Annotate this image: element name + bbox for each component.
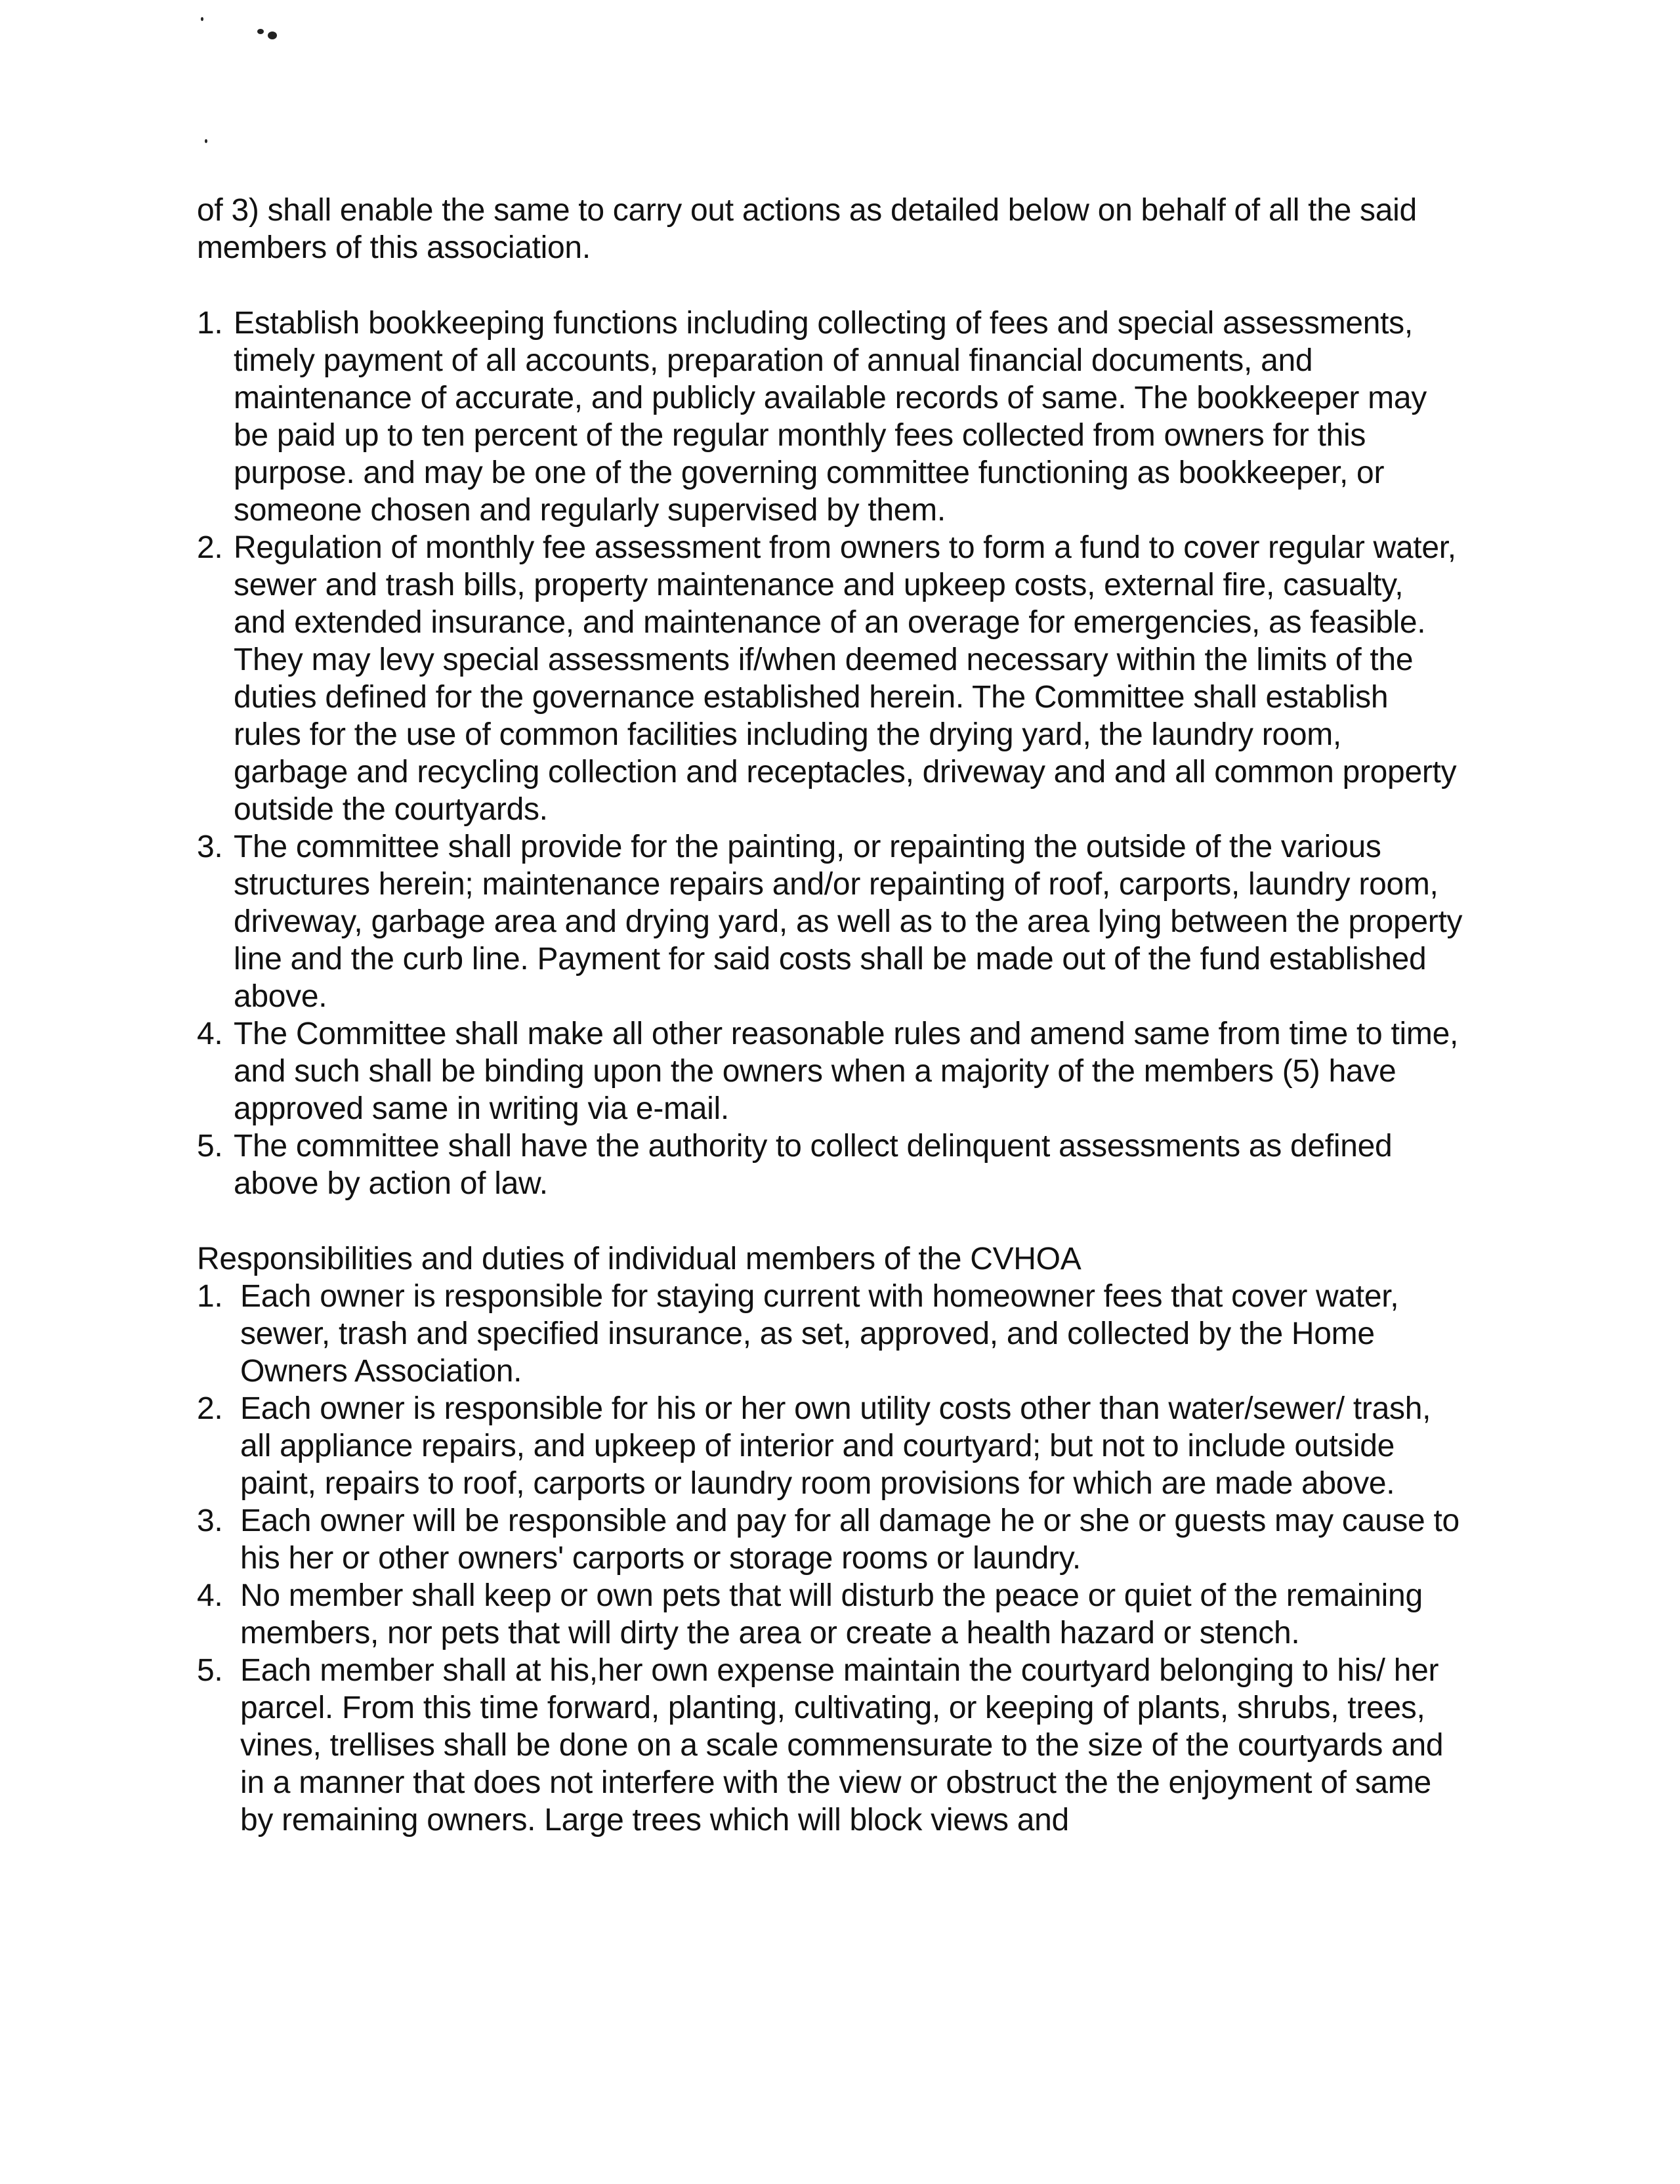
section-heading: Responsibilities and duties of individual members of the CVHOA [197,1242,1082,1276]
list-item-number: 4. [197,1017,223,1051]
intro-paragraph: of 3) shall enable the same to carry out actions as detailed below on behalf of all the said members of this association. [197,193,1417,265]
list-item [197,304,1463,529]
list-item-number: 3. [197,830,223,864]
list-item-text: No member shall keep or own pets that will disturb the peace or quiet of the remaining members, nor pets that will dirty the area or create a health hazard or stench. [240,1578,1423,1650]
list-item-text: The committee shall provide for the painting, or repainting the outside of the various structures herein; maintenance repairs and/or repainting of roof, carports, laundry room, driveway, garbage area and drying yard, as well as to the area lying between the property line and the curb line. Payment for said costs shall be made out of the fund established above. [234,830,1463,1014]
list-item [197,529,1463,828]
list-item [197,1652,1463,1839]
list-item-text: Each owner will be responsible and pay for all damage he or she or guests may cause to his her or other owners' carports or storage rooms or laundry. [240,1503,1460,1576]
list-item-number: 4. [197,1578,223,1613]
list-item-number: 5. [197,1129,223,1164]
list-item [197,1015,1463,1127]
list-item-text: Regulation of monthly fee assessment from owners to form a fund to cover regular water, sewer and trash bills, property maintenance and upkeep costs, external fire, casualty, and extended insurance, and maintenance of an overage for emergencies, as feasible. They may levy special assessments if/when deemed necessary within the limits of the duties defined for the governance established herein. The Committee shall establish rules for the use of common facilities including the drying yard, the laundry room, garbage and recycling collection and receptacles, driveway and and all common property outside the courtyards. [234,530,1457,827]
scan-speck [201,17,203,21]
list-item-text: Each member shall at his,her own expense maintain the courtyard belonging to his/ her parcel. From this time forward, planting, cultivating, or keeping of plants, shrubs, trees, vines, trellises shall be done on a scale commensurate to the size of the courtyards and in a manner that does not interfere with the view or obstruct the the enjoyment of same by remaining owners. Large trees which will block views and [240,1653,1444,1838]
scan-speck [257,29,264,34]
list-item-text: The committee shall have the authority to collect delinquent assessments as defined above by action of law. [234,1129,1393,1201]
list-item-text: Establish bookkeeping functions including collecting of fees and special assessments, timely payment of all accounts, preparation of annual financial documents, and maintenance of accurate, and publicly available records of same. The bookkeeper may be paid up to ten percent of the regular monthly fees collected from owners for this purpose. and may be one of the governing committee functioning as bookkeeper, or someone chosen and regularly supervised by them. [234,306,1427,528]
document-body [197,192,1463,1839]
list-item [197,1502,1463,1577]
member-duties-list [197,1278,1463,1839]
list-item [197,1577,1463,1652]
list-item [197,1278,1463,1390]
list-item [197,1390,1463,1502]
list-item-number: 2. [197,1391,223,1426]
list-item [197,1127,1463,1202]
list-item-number: 1. [197,306,223,341]
list-item-number: 5. [197,1653,223,1688]
committee-duties-list [197,304,1463,1202]
scan-speck [268,32,277,39]
list-item-number: 1. [197,1279,223,1314]
list-item-number: 2. [197,530,223,565]
list-item-text: Each owner is responsible for his or her own utility costs other than water/sewer/ trash, all appliance repairs, and upkeep of interior and courtyard; but not to include outside paint, repairs to roof, carports or laundry room provisions for which are made above. [240,1391,1431,1501]
list-item-text: Each owner is responsible for staying current with homeowner fees that cover water, sewer, trash and specified insurance, as set, approved, and collected by the Home Owners Association. [240,1279,1399,1389]
scan-speck [205,139,207,143]
list-item-number: 3. [197,1503,223,1538]
list-item [197,828,1463,1015]
list-item-text: The Committee shall make all other reasonable rules and amend same from time to time, and such shall be binding upon the owners when a majority of the members (5) have approved same in writing via e-mail. [234,1017,1459,1126]
